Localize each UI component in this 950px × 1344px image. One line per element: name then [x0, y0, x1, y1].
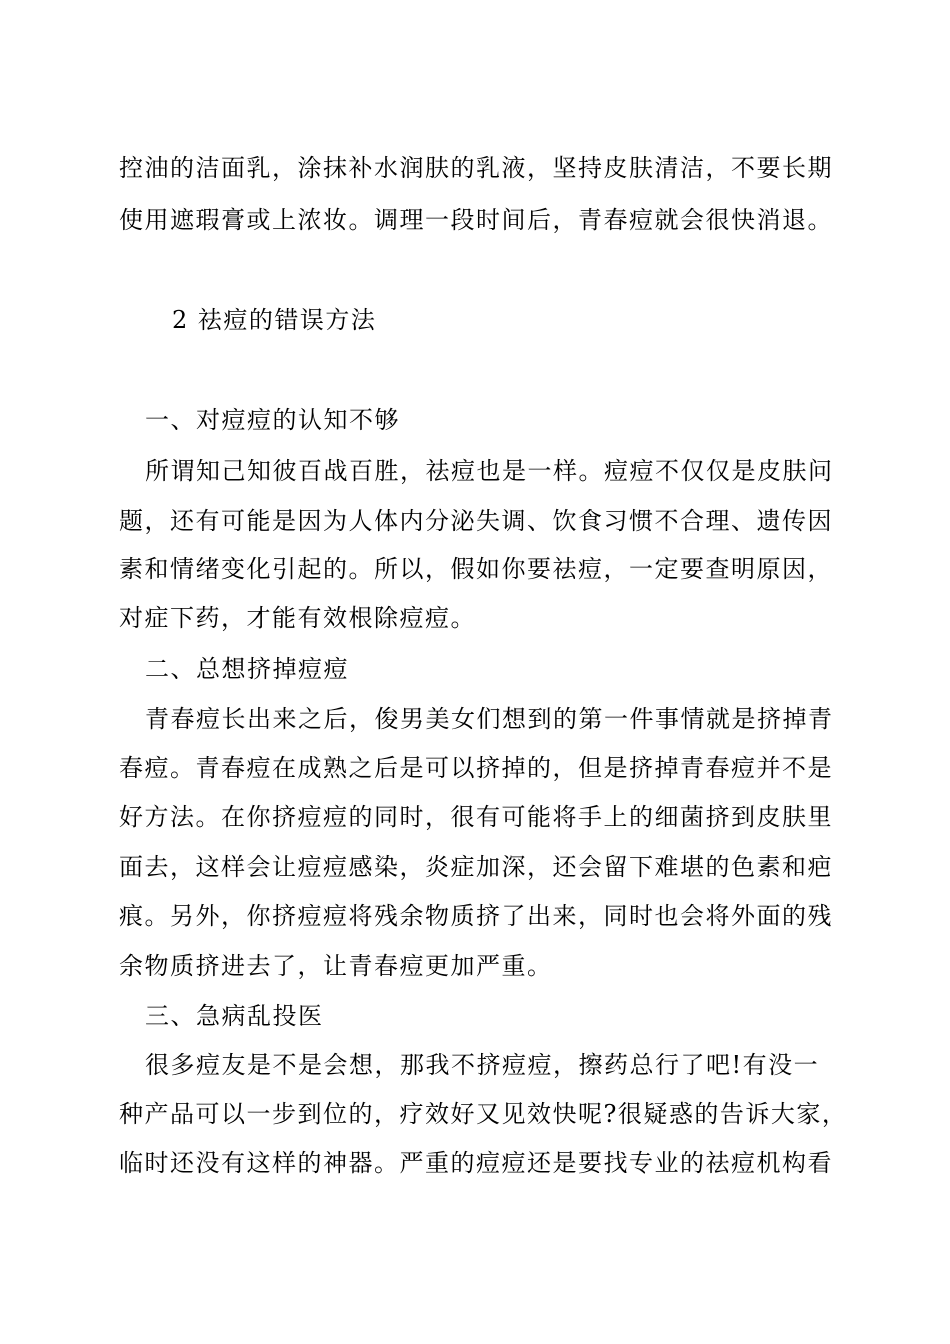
point-heading: 三、急病乱投医 — [145, 1002, 324, 1030]
paragraph-line: 素和情绪变化引起的。所以，假如你要祛痘，一定要查明原因， — [119, 555, 833, 583]
paragraph-line: 题，还有可能是因为人体内分泌失调、饮食习惯不合理、遗传因 — [119, 507, 833, 535]
point-heading: 二、总想挤掉痘痘 — [145, 655, 349, 683]
paragraph-line: 控油的洁面乳，涂抹补水润肤的乳液，坚持皮肤清洁，不要长期 — [119, 154, 833, 182]
paragraph-line: 余物质挤进去了，让青春痘更加严重。 — [119, 952, 553, 980]
point-heading: 一、对痘痘的认知不够 — [145, 406, 400, 434]
paragraph-line: 所谓知己知彼百战百胜，祛痘也是一样。痘痘不仅仅是皮肤问 — [145, 457, 834, 485]
paragraph-line: 种产品可以一步到位的，疗效好又见效快呢?很疑惑的告诉大家， — [119, 1100, 848, 1128]
paragraph-line: 青春痘长出来之后，俊男美女们想到的第一件事情就是挤掉青 — [145, 705, 834, 733]
paragraph-line: 面去，这样会让痘痘感染，炎症加深，还会留下难堪的色素和疤 — [119, 853, 833, 881]
paragraph-line: 春痘。青春痘在成熟之后是可以挤掉的，但是挤掉青春痘并不是 — [119, 754, 833, 782]
paragraph-line: 对症下药，才能有效根除痘痘。 — [119, 604, 476, 632]
paragraph-line: 临时还没有这样的神器。严重的痘痘还是要找专业的祛痘机构看 — [119, 1149, 833, 1177]
section-title: 2 祛痘的错误方法 — [172, 306, 377, 334]
paragraph-line: 痕。另外，你挤痘痘将残余物质挤了出来，同时也会将外面的残 — [119, 902, 833, 930]
paragraph-line: 使用遮瑕膏或上浓妆。调理一段时间后，青春痘就会很快消退。 — [119, 206, 833, 234]
paragraph-line: 很多痘友是不是会想，那我不挤痘痘，擦药总行了吧!有没一 — [145, 1051, 820, 1079]
paragraph-line: 好方法。在你挤痘痘的同时，很有可能将手上的细菌挤到皮肤里 — [119, 803, 833, 831]
